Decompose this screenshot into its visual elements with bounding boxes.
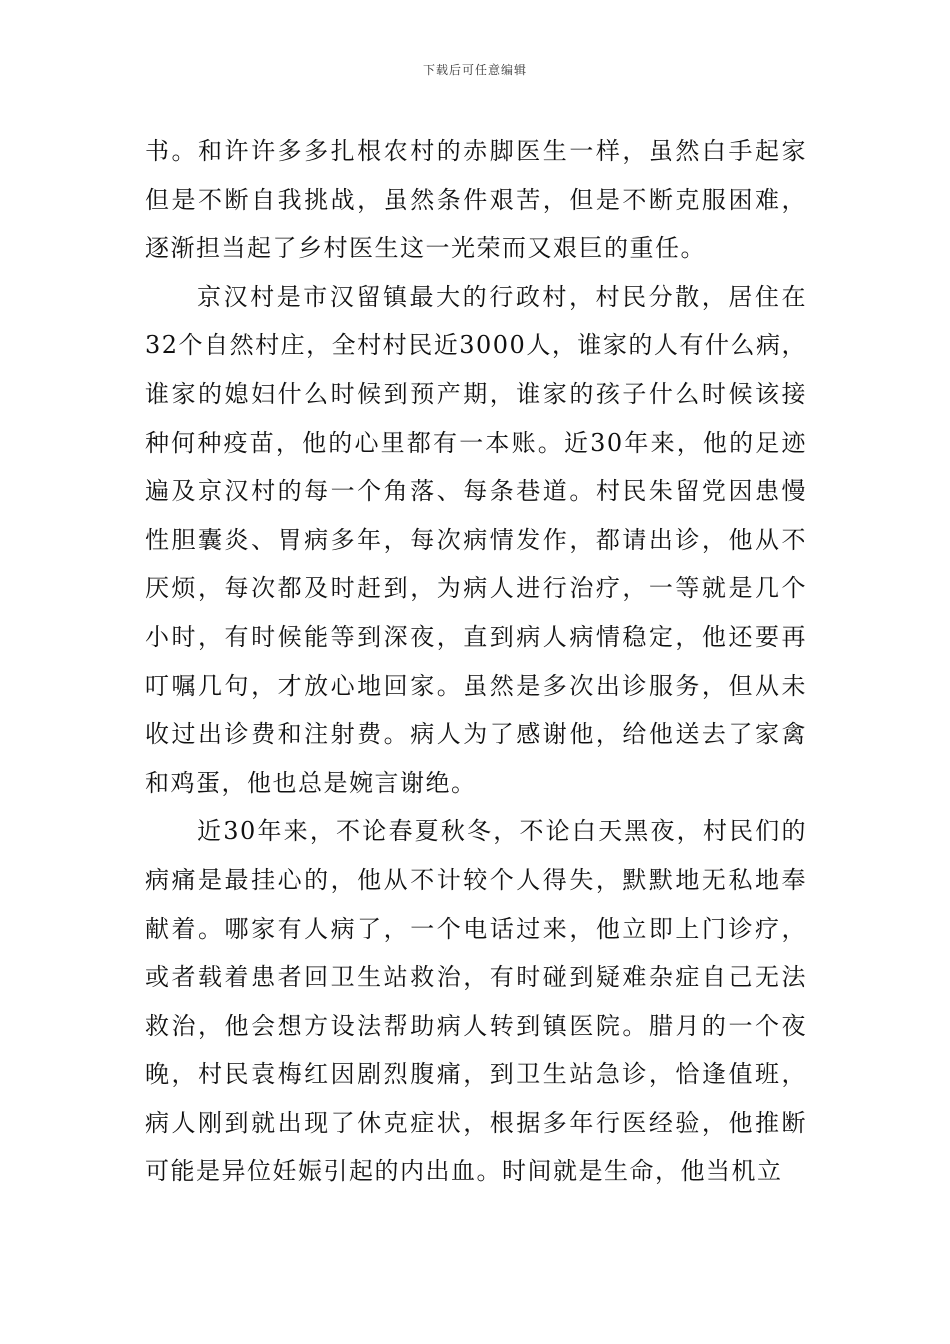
document-body <box>145 127 807 1196</box>
page-header: 下载后可任意编辑 <box>422 63 527 77</box>
paragraph-1: 书。和许许多多扎根农村的赤脚医生一样，虽然白手起家但是不断自我挑战，虽然条件艰苦，但是不断克服困难，逐渐担当起了乡村医生这一光荣而又艰巨的重任。 <box>145 137 807 263</box>
paragraph-2: 京汉村是市汉留镇最大的行政村，村民分散，居住在32个自然村庄，全村村民近3000人，谁家的人有什么病，谁家的媳妇什么时候到预产期，谁家的孩子什么时候该接种何种疫苗，他的心里都有一本账。近30年来，他的足迹遍及京汉村的每一个角落、每条巷道。村民朱留党因患慢性胆囊炎、胃病多年，每次病情发作，都请出诊，他从不厌烦，每次都及时赶到，为病人进行治疗，一等就是几个小时，有时候能等到深夜，直到病人病情稳定，他还要再叮嘱几句，才放心地回家。虽然是多次出诊服务，但从未收过出诊费和注射费。病人为了感谢他，给他送去了家禽和鸡蛋，他也总是婉言谢绝。 <box>145 282 807 797</box>
paragraph-3: 近30年来，不论春夏秋冬，不论白天黑夜，村民们的病痛是最挂心的，他从不计较个人得失，默默地无私地奉献着。哪家有人病了，一个电话过来，他立即上门诊疗，或者载着患者回卫生站救治，有时碰到疑难杂症自己无法救治，他会想方设法帮助病人转到镇医院。腊月的一个夜晚，村民袁梅红因剧烈腹痛，到卫生站急诊，恰逢值班，病人刚到就出现了休克症状，根据多年行医经验，他推断可能是异位妊娠引起的内出血。时间就是生命，他当机立 <box>145 817 807 1186</box>
